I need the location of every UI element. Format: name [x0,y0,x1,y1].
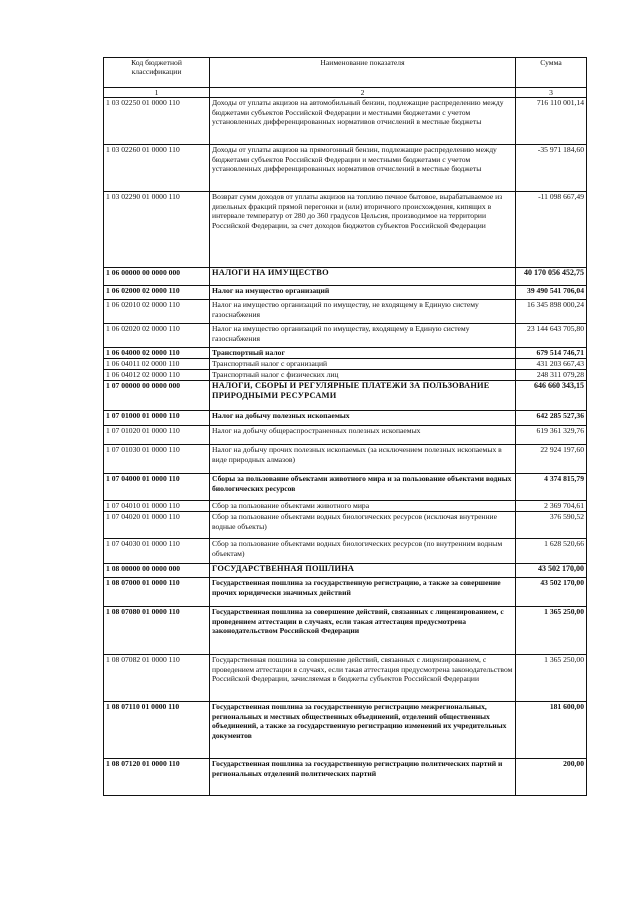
column-number-row [104,88,587,98]
indicator-name: Налог на имущество организаций по имуществу, входящему в Единую систему газоснабжения [210,324,516,348]
indicator-name: Сбор за пользование объектами водных биологических ресурсов (по внутренним водным объектам) [210,539,516,564]
table-row [104,286,587,300]
budget-code: 1 06 00000 00 0000 000 [104,268,210,286]
indicator-name: Налог на добычу прочих полезных ископаемых (за исключением полезных ископаемых в виде природных алмазов) [210,445,516,474]
budget-code: 1 03 02250 01 0000 110 [104,98,210,145]
amount: 619 361 329,76 [516,426,587,445]
table-row [104,268,587,286]
amount: 679 514 746,71 [516,348,587,359]
amount: 23 144 643 705,80 [516,324,587,348]
amount: 1 365 250,00 [516,607,587,655]
budget-code: 1 06 04011 02 0000 110 [104,359,210,370]
indicator-name: Транспортный налог с организаций [210,359,516,370]
table-row [104,607,587,655]
budget-code: 1 07 04010 01 0000 110 [104,501,210,512]
amount: 1 365 250,00 [516,655,587,702]
table-row [104,501,587,512]
budget-code: 1 06 02010 02 0000 110 [104,300,210,324]
budget-code: 1 08 07000 01 0000 110 [104,578,210,607]
indicator-name: Налог на имущество организаций по имуществу, не входящему в Единую систему газоснабжения [210,300,516,324]
column-number-1: 1 [104,88,210,98]
table-row [104,324,587,348]
table-row [104,512,587,539]
budget-code: 1 07 04000 01 0000 110 [104,474,210,501]
amount: 40 170 056 452,75 [516,268,587,286]
indicator-name: Государственная пошлина за совершение действий, связанных с лицензированием, с проведением аттестации в случаях, если такая аттестация предусмотрена законодательством Российской Федерации [210,607,516,655]
amount: -35 971 184,60 [516,145,587,192]
header-sum: Сумма [516,58,587,88]
table-row [104,192,587,268]
budget-code: 1 07 01000 01 0000 110 [104,411,210,426]
budget-code: 1 07 00000 00 0000 000 [104,381,210,411]
budget-code: 1 03 02260 01 0000 110 [104,145,210,192]
budget-code: 1 07 01020 01 0000 110 [104,426,210,445]
budget-code: 1 08 07120 01 0000 110 [104,759,210,796]
amount: 4 374 815,79 [516,474,587,501]
indicator-name: Сбор за пользование объектами животного мира [210,501,516,512]
column-number-3: 3 [516,88,587,98]
budget-code: 1 08 07080 01 0000 110 [104,607,210,655]
indicator-name: Налог на добычу полезных ископаемых [210,411,516,426]
amount: 16 345 898 000,24 [516,300,587,324]
amount: 431 203 667,43 [516,359,587,370]
indicator-name: НАЛОГИ, СБОРЫ И РЕГУЛЯРНЫЕ ПЛАТЕЖИ ЗА ПОЛЬЗОВАНИЕ ПРИРОДНЫМИ РЕСУРСАМИ [210,381,516,411]
table-row [104,300,587,324]
amount: -11 098 667,49 [516,192,587,268]
table-row [104,359,587,370]
amount: 200,00 [516,759,587,796]
indicator-name: Сбор за пользование объектами водных биологических ресурсов (исключая внутренние водные объекты) [210,512,516,539]
indicator-name: Доходы от уплаты акцизов на автомобильный бензин, подлежащие распределению между бюджетами субъектов Российской Федерации и местными бюджетами с учетом установленных дифференцированных нормативов отчислений в местные бюджеты [210,98,516,145]
table-row [104,539,587,564]
table-row [104,702,587,759]
budget-code: 1 06 04000 02 0000 110 [104,348,210,359]
amount: 642 285 527,36 [516,411,587,426]
header-name: Наименование показателя [210,58,516,88]
budget-code: 1 08 00000 00 0000 000 [104,564,210,578]
table-row [104,578,587,607]
indicator-name: Государственная пошлина за совершение действий, связанных с лицензированием, с проведением аттестации в случаях, если такая аттестация предусмотрена законодательством Российской Федерации, зачисляемая в бюджеты субъектов Российской Федерации [210,655,516,702]
amount: 22 924 197,60 [516,445,587,474]
table-row [104,145,587,192]
budget-code: 1 03 02290 01 0000 110 [104,192,210,268]
indicator-name: Налог на добычу общераспространенных полезных ископаемых [210,426,516,445]
table-row [104,759,587,796]
budget-code: 1 07 01030 01 0000 110 [104,445,210,474]
table-row [104,370,587,381]
budget-code: 1 08 07110 01 0000 110 [104,702,210,759]
amount: 39 490 541 706,04 [516,286,587,300]
amount: 646 660 343,15 [516,381,587,411]
amount: 376 590,52 [516,512,587,539]
table-header-row [104,58,587,88]
budget-code: 1 07 04020 01 0000 110 [104,512,210,539]
table-row [104,564,587,578]
amount: 1 628 520,66 [516,539,587,564]
indicator-name: НАЛОГИ НА ИМУЩЕСТВО [210,268,516,286]
table-row [104,445,587,474]
indicator-name: Государственная пошлина за государственную регистрацию политических партий и региональных отделений политических партий [210,759,516,796]
table-row [104,655,587,702]
amount: 716 110 001,14 [516,98,587,145]
budget-code: 1 08 07082 01 0000 110 [104,655,210,702]
budget-code: 1 06 02000 02 0000 110 [104,286,210,300]
budget-code: 1 07 04030 01 0000 110 [104,539,210,564]
indicator-name: Государственная пошлина за государственную регистрацию межрегиональных, региональных и местных общественных объединений, отделений общественных объединений, а также за государственную регистрацию изменений их учредительных документов [210,702,516,759]
indicator-name: Сборы за пользование объектами животного мира и за пользование объектами водных биологических ресурсов [210,474,516,501]
amount: 248 311 079,28 [516,370,587,381]
table-row [104,381,587,411]
amount: 181 600,00 [516,702,587,759]
table-row [104,474,587,501]
indicator-name: Транспортный налог с физических лиц [210,370,516,381]
indicator-name: Доходы от уплаты акцизов на прямогонный бензин, подлежащие распределению между бюджетами субъектов Российской Федерации и местными бюджетами с учетом установленных дифференцированных нормативов отчислений в местные бюджеты [210,145,516,192]
table-row [104,348,587,359]
table-row [104,411,587,426]
indicator-name: Налог на имущество организаций [210,286,516,300]
indicator-name: Государственная пошлина за государственную регистрацию, а также за совершение прочих юридически значимых действий [210,578,516,607]
indicator-name: Транспортный налог [210,348,516,359]
amount: 43 502 170,00 [516,564,587,578]
amount: 2 369 704,61 [516,501,587,512]
header-code: Код бюджетной классификации [104,58,210,88]
budget-code: 1 06 02020 02 0000 110 [104,324,210,348]
budget-code: 1 06 04012 02 0000 110 [104,370,210,381]
amount: 43 502 170,00 [516,578,587,607]
indicator-name: Возврат сумм доходов от уплаты акцизов на топливо печное бытовое, вырабатываемое из дизельных фракций прямой перегонки и (или) вторичного происхождения, кипящих в интервале температур от 280 до 360 градусов Цельсия, производимое на территории Российской Федерации, за счет доходов бюджетов субъектов Российской Федерации [210,192,516,268]
table-row [104,98,587,145]
column-number-2: 2 [210,88,516,98]
indicator-name: ГОСУДАРСТВЕННАЯ ПОШЛИНА [210,564,516,578]
table-row [104,426,587,445]
budget-revenue-table [103,57,587,796]
